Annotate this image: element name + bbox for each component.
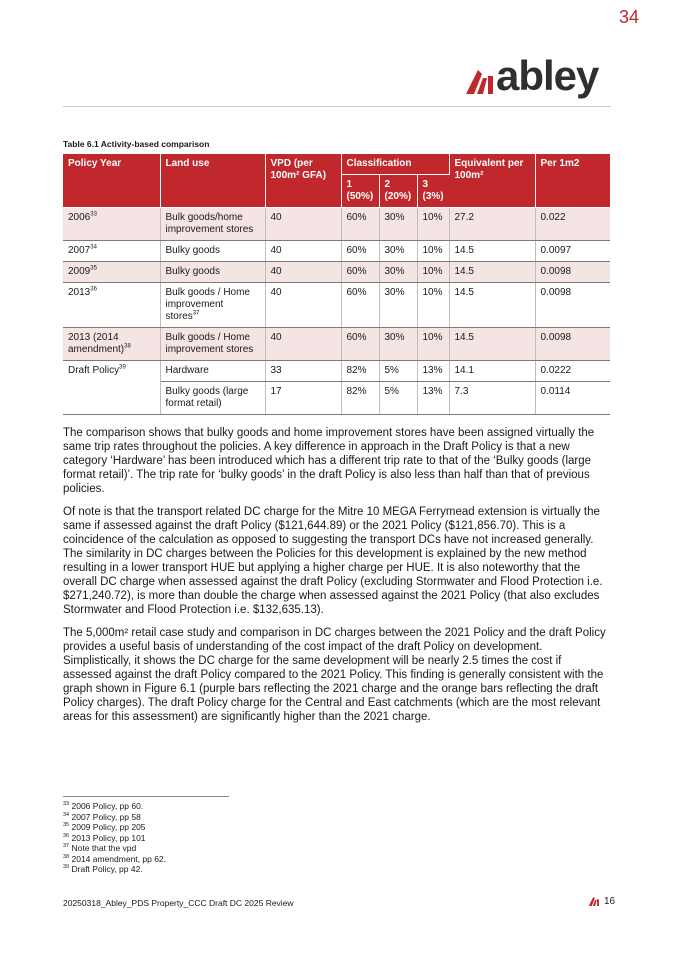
paragraph: Of note is that the transport related DC charge for the Mitre 10 MEGA Ferrymead extension is virtually the same if assessed against the draft Policy ($121,644.89) or the 2021 Policy ($121,856.70). This is a coincidence of the calculation as opposed to suggesting the transport DCs have not increased generally. The similarity in DC charges between the Policies for this development is explained by the new method resulting in a lower transport HUE but applying a higher charge per HUE. It is also noteworthy that the overall DC charge when assessed against the draft Policy (excluding Stormwater and Flood Protection i.e. $271,240.72), is more than double the charge when assessed against the 2021 Policy (that also excludes Stormwater and Flood Protection i.e. $132,635.13). [63,506,603,616]
cell-land-use: Bulky goods [160,262,265,283]
header-divider [63,106,611,107]
header-policy-year: Policy Year [63,154,160,208]
footnote-divider [63,796,229,797]
cell-equivalent: 14.5 [449,262,535,283]
cell-land-use: Bulk goods/home improvement stores [160,208,265,241]
cell-year: Draft Policy$^{39}$ [63,361,160,382]
cell-class-2: 30% [379,262,417,283]
cell-vpd: 40 [265,283,341,328]
table-row [63,361,610,382]
cell-per-1m2: 0.0098 [535,328,610,361]
cell-land-use: Bulk goods / Home improvement stores$^{37}$ [160,283,265,328]
cell-vpd: 40 [265,328,341,361]
cell-class-1: 82% [341,382,379,415]
activity-comparison-table [63,154,610,415]
abley-mark-icon [466,70,494,94]
cell-equivalent: 14.5 [449,241,535,262]
cell-year: 2013 (2014 amendment)$^{38}$ [63,328,160,361]
abley-mark-icon [588,897,600,906]
table-row [63,241,610,262]
header-equivalent: Equivalent per 100m² [449,154,535,208]
cell-class-2: 5% [379,361,417,382]
header-classification: Classification [341,154,449,175]
footnote: $^{39}$ Draft Policy, pp 42. [63,864,143,874]
abley-logo [462,52,612,99]
cell-land-use: Hardware [160,361,265,382]
table-row [63,328,610,361]
cell-class-2: 30% [379,241,417,262]
footer-document-name: 20250318_Abley_PDS Property_CCC Draft DC 2025 Review [63,898,294,908]
cell-class-1: 82% [341,361,379,382]
cell-per-1m2: 0.0222 [535,361,610,382]
logo-text: abley [496,52,599,99]
header-per-1m2: Per 1m2 [535,154,610,208]
cell-class-2: 30% [379,208,417,241]
cell-per-1m2: 0.0098 [535,262,610,283]
cell-class-3: 10% [417,328,449,361]
header-class-3: 3 (3%) [417,175,449,208]
footnote: $^{35}$ 2009 Policy, pp 205 [63,822,146,832]
table-caption: Table 6.1 Activity-based comparison [63,139,210,149]
cell-per-1m2: 0.0098 [535,283,610,328]
header-class-2: 2 (20%) [379,175,417,208]
cell-vpd: 40 [265,262,341,283]
footer-page [588,896,615,907]
cell-class-2: 30% [379,328,417,361]
table-row [63,208,610,241]
cell-class-3: 13% [417,382,449,415]
cell-class-1: 60% [341,262,379,283]
table-row [63,262,610,283]
cell-vpd: 17 [265,382,341,415]
footnote: $^{34}$ 2007 Policy, pp 58 [63,811,141,822]
footnote: $^{37}$ Note that the vpd [63,843,137,853]
header-class-1: 1 (50%) [341,175,379,208]
cell-year: 2007$^{34}$ [63,241,160,262]
cell-land-use: Bulky goods (large format retail) [160,382,265,415]
footnote: $^{33}$ 2006 Policy, pp 60. [63,801,144,811]
footnote: $^{36}$ 2013 Policy, pp 101 [63,832,146,843]
cell-vpd: 33 [265,361,341,382]
cell-year [63,382,160,415]
cell-class-1: 60% [341,241,379,262]
cell-land-use: Bulky goods [160,241,265,262]
cell-year: 2009$^{35}$ [63,262,160,283]
cell-per-1m2: 0.022 [535,208,610,241]
cell-vpd: 40 [265,241,341,262]
cell-per-1m2: 0.0097 [535,241,610,262]
paragraph: The 5,000m² retail case study and comparison in DC charges between the 2021 Policy and the draft Policy provides a useful basis of understanding of the cost impact of the draft Policy on development. Simplistically, it shows the DC charge for the same development will be nearly 2.5 times the cost if assessed against the draft Policy compared to the 2021 Policy. This finding is generally consistent with the graph shown in Figure 6.1 (purple bars reflecting the 2021 charge and the orange bars reflecting the draft Policy charges). The draft Policy charge for the Central and East catchments (which are the most relevant areas for this assessment) are significantly higher than the 2021 charge. [63,627,606,723]
cell-class-1: 60% [341,208,379,241]
cell-equivalent: 27.2 [449,208,535,241]
cell-vpd: 40 [265,208,341,241]
cell-land-use: Bulk goods / Home improvement stores [160,328,265,361]
cell-class-1: 60% [341,283,379,328]
cell-year: 2013$^{36}$ [63,283,160,328]
cell-equivalent: 14.5 [449,328,535,361]
paragraph: The comparison shows that bulky goods and home improvement stores have been assigned virtually the same trip rates throughout the policies. A key difference in approach in the Draft Policy is that a new category ‘Hardware’ has been introduced which has a different trip rate to that of the ‘Bulky goods (large format retail)’. The trip rate for ‘bulky goods’ in the draft Policy is also less than half than that of previous policies. [63,427,595,495]
cell-equivalent: 14.5 [449,283,535,328]
cell-year: 2006$^{33}$ [63,208,160,241]
cell-class-3: 10% [417,208,449,241]
cell-class-1: 60% [341,328,379,361]
footnote: $^{38}$ 2014 amendment, pp 62. [63,853,167,864]
cell-class-3: 13% [417,361,449,382]
table-row [63,283,610,328]
cell-class-3: 10% [417,283,449,328]
table-row [63,382,610,415]
cell-class-3: 10% [417,241,449,262]
footnotes [63,801,166,875]
outer-page-number: 34 [618,7,639,27]
header-land-use: Land use [160,154,265,208]
cell-equivalent: 7.3 [449,382,535,415]
cell-class-3: 10% [417,262,449,283]
cell-class-2: 30% [379,283,417,328]
footer-page-number: 16 [604,896,616,907]
header-vpd: VPD (per 100m² GFA) [265,154,341,208]
body-text [63,426,611,733]
cell-per-1m2: 0.0114 [535,382,610,415]
cell-equivalent: 14.1 [449,361,535,382]
cell-class-2: 5% [379,382,417,415]
